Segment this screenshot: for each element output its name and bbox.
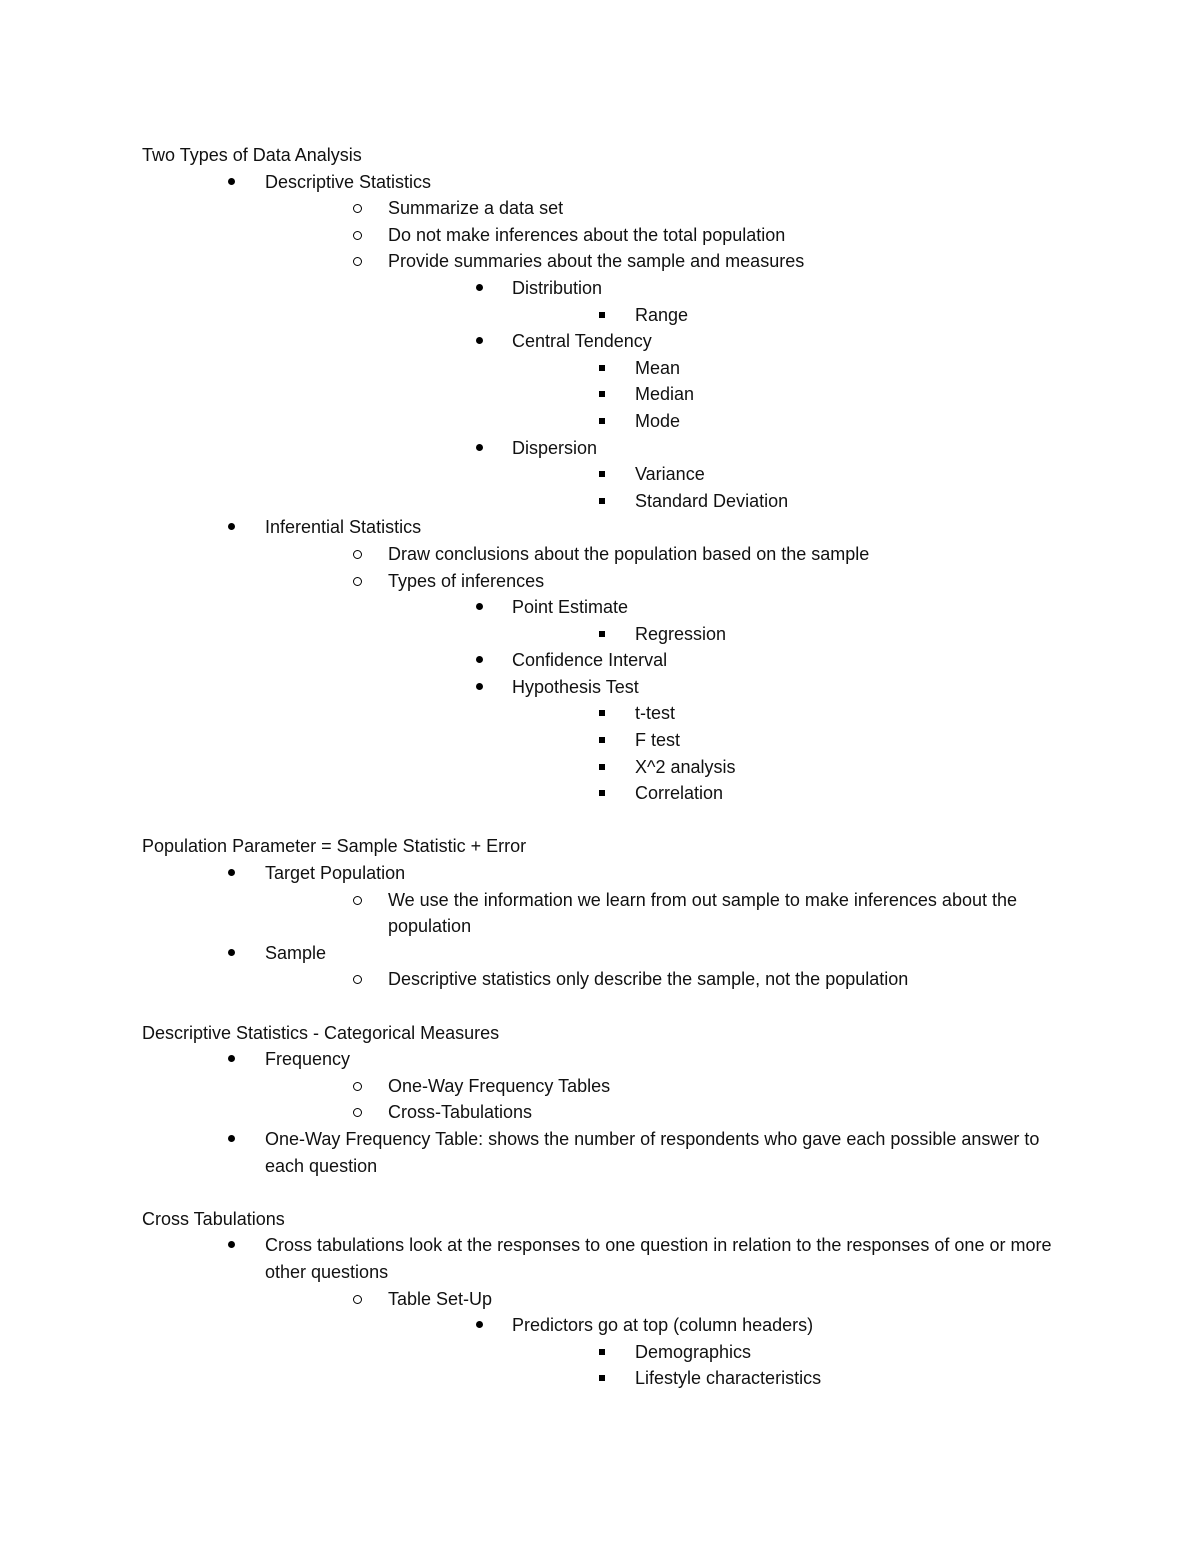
list-item xyxy=(142,621,1072,648)
list-item-label: Mean xyxy=(635,357,681,378)
list-item xyxy=(142,328,1072,355)
list-item xyxy=(142,754,1072,781)
list-item-label: Lifestyle characteristics xyxy=(635,1368,822,1389)
bullet-dot-icon xyxy=(476,284,483,291)
list-item xyxy=(142,408,1072,435)
list-item xyxy=(142,727,1072,754)
bullet-dot-icon xyxy=(228,1241,235,1248)
list-item-label: Hypothesis Test xyxy=(512,676,639,697)
bullet-square-icon xyxy=(599,764,605,770)
bullet-square-icon xyxy=(599,790,605,796)
list-item-label: Cross-Tabulations xyxy=(388,1102,533,1123)
list-item xyxy=(142,1365,1072,1392)
list-item xyxy=(142,860,1072,887)
bullet-square-icon xyxy=(599,498,605,504)
list-item-label: One-Way Frequency Tables xyxy=(388,1075,611,1096)
list-item xyxy=(142,514,1072,541)
bullet-circle-icon xyxy=(353,577,362,586)
section-heading: Cross Tabulations xyxy=(142,1208,285,1229)
bullet-circle-icon xyxy=(353,1108,362,1117)
bullet-circle-icon xyxy=(353,231,362,240)
list-item-label: Predictors go at top (column headers) xyxy=(512,1315,814,1336)
list-item-label: Draw conclusions about the population based on the sample xyxy=(388,543,870,564)
list-item-label: Table Set-Up xyxy=(388,1288,493,1309)
list-item-label: Correlation xyxy=(635,783,724,804)
list-item-label: Range xyxy=(635,304,689,325)
list-item xyxy=(142,302,1072,329)
list-item xyxy=(142,1099,1072,1126)
list-item xyxy=(142,940,1072,967)
list-item-label: Point Estimate xyxy=(512,597,629,618)
bullet-circle-icon xyxy=(353,975,362,984)
list-item-label: Median xyxy=(635,384,695,405)
list-item-label: Mode xyxy=(635,410,681,431)
bullet-dot-icon xyxy=(476,656,483,663)
list-item xyxy=(142,647,1072,674)
list-item xyxy=(142,1046,1072,1073)
list-item-label: F test xyxy=(635,730,681,751)
bullet-dot-icon xyxy=(228,1055,235,1062)
list-item xyxy=(142,674,1072,701)
list-item-label: Regression xyxy=(635,623,727,644)
bullet-dot-icon xyxy=(476,444,483,451)
list-item-label: Inferential Statistics xyxy=(265,517,422,538)
bullet-square-icon xyxy=(599,1349,605,1355)
bullet-dot-icon xyxy=(228,869,235,876)
bullet-square-icon xyxy=(599,1375,605,1381)
bullet-circle-icon xyxy=(353,257,362,266)
list-item-label: Descriptive Statistics xyxy=(265,171,432,192)
paragraph-spacer xyxy=(142,993,1072,1020)
section-heading: Population Parameter = Sample Statistic + Error xyxy=(142,836,527,857)
list-item-label: Standard Deviation xyxy=(635,490,789,511)
list-item xyxy=(142,594,1072,621)
bullet-circle-icon xyxy=(353,896,362,905)
list-item-label: Descriptive statistics only describe the sample, not the population xyxy=(388,969,909,990)
list-item xyxy=(142,461,1072,488)
list-item xyxy=(142,887,1072,940)
bullet-square-icon xyxy=(599,391,605,397)
list-item-label: Cross tabulations look at the responses to one question in relation to the responses of one or more other questions xyxy=(265,1235,1052,1282)
list-item xyxy=(142,1339,1072,1366)
list-item-label: Frequency xyxy=(265,1049,351,1070)
list-item-label: Central Tendency xyxy=(512,331,652,352)
bullet-dot-icon xyxy=(228,1135,235,1142)
list-item xyxy=(142,248,1072,275)
list-item-label: t-test xyxy=(635,703,676,724)
list-item xyxy=(142,1073,1072,1100)
bullet-circle-icon xyxy=(353,204,362,213)
list-item-label: Dispersion xyxy=(512,437,598,458)
list-item-label: Target Population xyxy=(265,863,406,884)
bullet-dot-icon xyxy=(476,1321,483,1328)
bullet-square-icon xyxy=(599,312,605,318)
document-body xyxy=(142,142,1072,1392)
list-item xyxy=(142,700,1072,727)
paragraph-spacer xyxy=(142,807,1072,834)
bullet-dot-icon xyxy=(228,949,235,956)
bullet-circle-icon xyxy=(353,550,362,559)
list-item xyxy=(142,1232,1072,1285)
list-item xyxy=(142,169,1072,196)
bullet-dot-icon xyxy=(476,337,483,344)
bullet-square-icon xyxy=(599,737,605,743)
list-item xyxy=(142,568,1072,595)
list-item xyxy=(142,435,1072,462)
list-item-label: Confidence Interval xyxy=(512,650,668,671)
list-item xyxy=(142,1126,1072,1179)
list-item xyxy=(142,488,1072,515)
list-item xyxy=(142,780,1072,807)
paragraph-spacer xyxy=(142,1179,1072,1206)
list-item xyxy=(142,381,1072,408)
bullet-square-icon xyxy=(599,418,605,424)
list-item-label: Demographics xyxy=(635,1341,752,1362)
list-item-label: X^2 analysis xyxy=(635,756,736,777)
list-item-label: Sample xyxy=(265,942,327,963)
list-item xyxy=(142,275,1072,302)
bullet-dot-icon xyxy=(228,178,235,185)
bullet-square-icon xyxy=(599,631,605,637)
bullet-dot-icon xyxy=(476,603,483,610)
bullet-square-icon xyxy=(599,710,605,716)
list-item xyxy=(142,355,1072,382)
list-item xyxy=(142,222,1072,249)
list-item-label: Summarize a data set xyxy=(388,198,564,219)
bullet-dot-icon xyxy=(228,523,235,530)
bullet-square-icon xyxy=(599,471,605,477)
list-item-label: Provide summaries about the sample and measures xyxy=(388,251,805,272)
list-item-label: Do not make inferences about the total population xyxy=(388,224,786,245)
list-item xyxy=(142,966,1072,993)
list-item xyxy=(142,1312,1072,1339)
list-item-label: Types of inferences xyxy=(388,570,545,591)
section-heading: Two Types of Data Analysis xyxy=(142,145,362,165)
list-item-label: Distribution xyxy=(512,277,603,298)
list-item-label: We use the information we learn from out sample to make inferences about the population xyxy=(388,889,1017,937)
list-item xyxy=(142,1286,1072,1313)
list-item-label: One-Way Frequency Table: shows the number of respondents who gave each possible answer to each question xyxy=(265,1128,1040,1176)
list-item-label: Variance xyxy=(635,464,705,485)
list-item xyxy=(142,541,1072,568)
bullet-square-icon xyxy=(599,365,605,371)
section-heading: Descriptive Statistics - Categorical Measures xyxy=(142,1022,500,1043)
bullet-circle-icon xyxy=(353,1082,362,1091)
bullet-dot-icon xyxy=(476,683,483,690)
list-item xyxy=(142,195,1072,222)
bullet-circle-icon xyxy=(353,1295,362,1304)
